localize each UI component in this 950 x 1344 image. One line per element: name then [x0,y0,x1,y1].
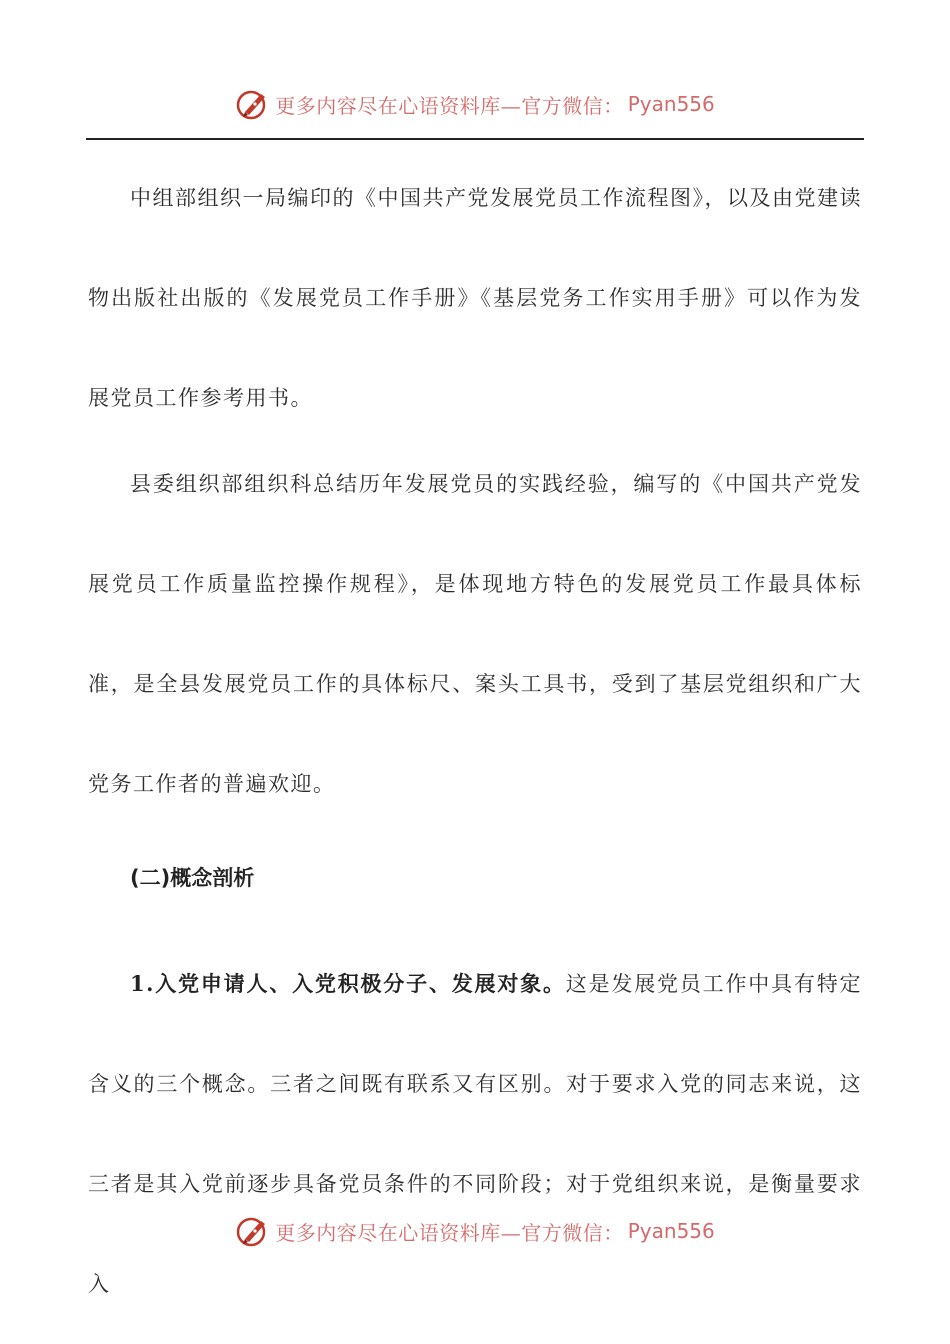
pen-logo-icon [235,86,271,122]
page-footer [0,1211,950,1251]
concept-explanation: 这是发展党员工作中具有特定含义的三个概念。三者之间既有联系又有区别。对于要求入党的同志来说，这三者是其入党前逐步具备党员条件的不同阶段；对于党组织来说，是衡量要求入 [88,972,863,1296]
header-wechat-id: Pyan556 [627,92,715,116]
footer-wechat-id: Pyan556 [627,1219,715,1243]
paragraph-reference-books: 中组部组织一局编印的《中国共产党发展党员工作流程图》，以及由党建读物出版社出版的《发展党员工作手册》《基层党务工作实用手册》可以作为发展党员工作参考用书。 [88,186,862,410]
header-divider [86,138,864,140]
paragraph-concepts [88,934,862,1334]
document-body [88,148,862,1334]
section-heading: (二)概念剖析 [130,866,255,890]
concept-term: 1.入党申请人、入党积极分子、发展对象。 [130,971,566,996]
footer-brand-text: 更多内容尽在心语资料库—官方微信： [275,1220,624,1245]
header-brand-text: 更多内容尽在心语资料库—官方微信： [275,93,624,118]
page-header [0,84,950,124]
paragraph-county-regulations: 县委组织部组织科总结历年发展党员的实践经验，编写的《中国共产党发展党员工作质量监控操作规程》，是体现地方特色的发展党员工作最具体标准，是全县发展党员工作的具体标尺、案头工具书，受到了基层党组织和广大党务工作者的普遍欢迎。 [88,472,862,796]
pen-logo-icon [235,1213,271,1249]
